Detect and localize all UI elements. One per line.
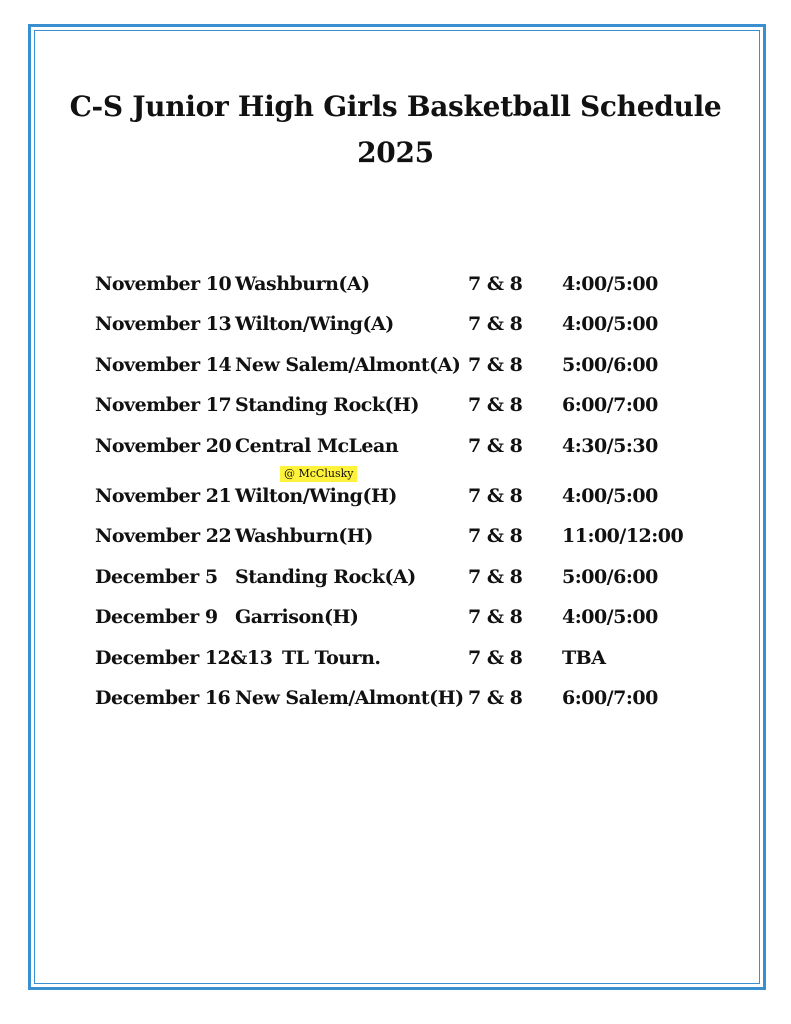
game-opponent: Garrison(H) [235,606,359,628]
game-time: 4:30/5:30 [562,435,658,457]
location-note-highlight: @ McClusky [280,466,357,482]
game-opponent: New Salem/Almont(H) [235,687,464,709]
game-grades: 7 & 8 [468,273,523,295]
schedule-row [0,273,791,303]
game-grades: 7 & 8 [468,313,523,335]
game-time: 4:00/5:00 [562,273,658,295]
schedule-title: C-S Junior High Girls Basketball Schedule [69,90,722,123]
schedule-row [0,525,791,555]
game-date: November 17 [95,394,232,416]
game-date: November 22 [95,525,232,547]
game-opponent: New Salem/Almont(A) [235,354,461,376]
game-date: November 20 [95,435,232,457]
game-grades: 7 & 8 [468,647,523,669]
schedule-row [0,647,791,677]
game-opponent: Washburn(A) [235,273,370,295]
schedule-row [0,313,791,343]
game-grades: 7 & 8 [468,687,523,709]
game-time: 5:00/6:00 [562,354,658,376]
game-grades: 7 & 8 [468,566,523,588]
game-grades: 7 & 8 [468,354,523,376]
game-date: November 14 [95,354,232,376]
schedule-row [0,687,791,717]
game-date: December 9 [95,606,218,628]
game-date: December 16 [95,687,231,709]
game-grades: 7 & 8 [468,606,523,628]
schedule-row [0,394,791,424]
game-time: 6:00/7:00 [562,687,658,709]
schedule-row [0,566,791,596]
game-opponent: Wilton/Wing(H) [235,485,397,507]
schedule-row [0,606,791,636]
schedule-row [0,435,791,465]
schedule-row [0,485,791,515]
game-grades: 7 & 8 [468,525,523,547]
game-grades: 7 & 8 [468,394,523,416]
game-date: November 10 [95,273,232,295]
game-opponent: Central McLean [235,435,399,457]
game-date: December 5 [95,566,218,588]
game-date: November 13 [95,313,232,335]
game-time: 5:00/6:00 [562,566,658,588]
game-date: November 21 [95,485,232,507]
game-opponent: Standing Rock(H) [235,394,419,416]
schedule-year: 2025 [357,136,434,169]
game-grades: 7 & 8 [468,435,523,457]
game-time: 6:00/7:00 [562,394,658,416]
game-time: 4:00/5:00 [562,606,658,628]
game-opponent: Wilton/Wing(A) [235,313,394,335]
game-time: 11:00/12:00 [562,525,684,547]
game-grades: 7 & 8 [468,485,523,507]
game-opponent: TL Tourn. [282,647,381,669]
game-date: December 12&13 [95,647,273,669]
schedule-row [0,354,791,384]
game-time: 4:00/5:00 [562,313,658,335]
game-time: TBA [562,647,606,669]
game-time: 4:00/5:00 [562,485,658,507]
game-opponent: Washburn(H) [235,525,373,547]
game-opponent: Standing Rock(A) [235,566,416,588]
